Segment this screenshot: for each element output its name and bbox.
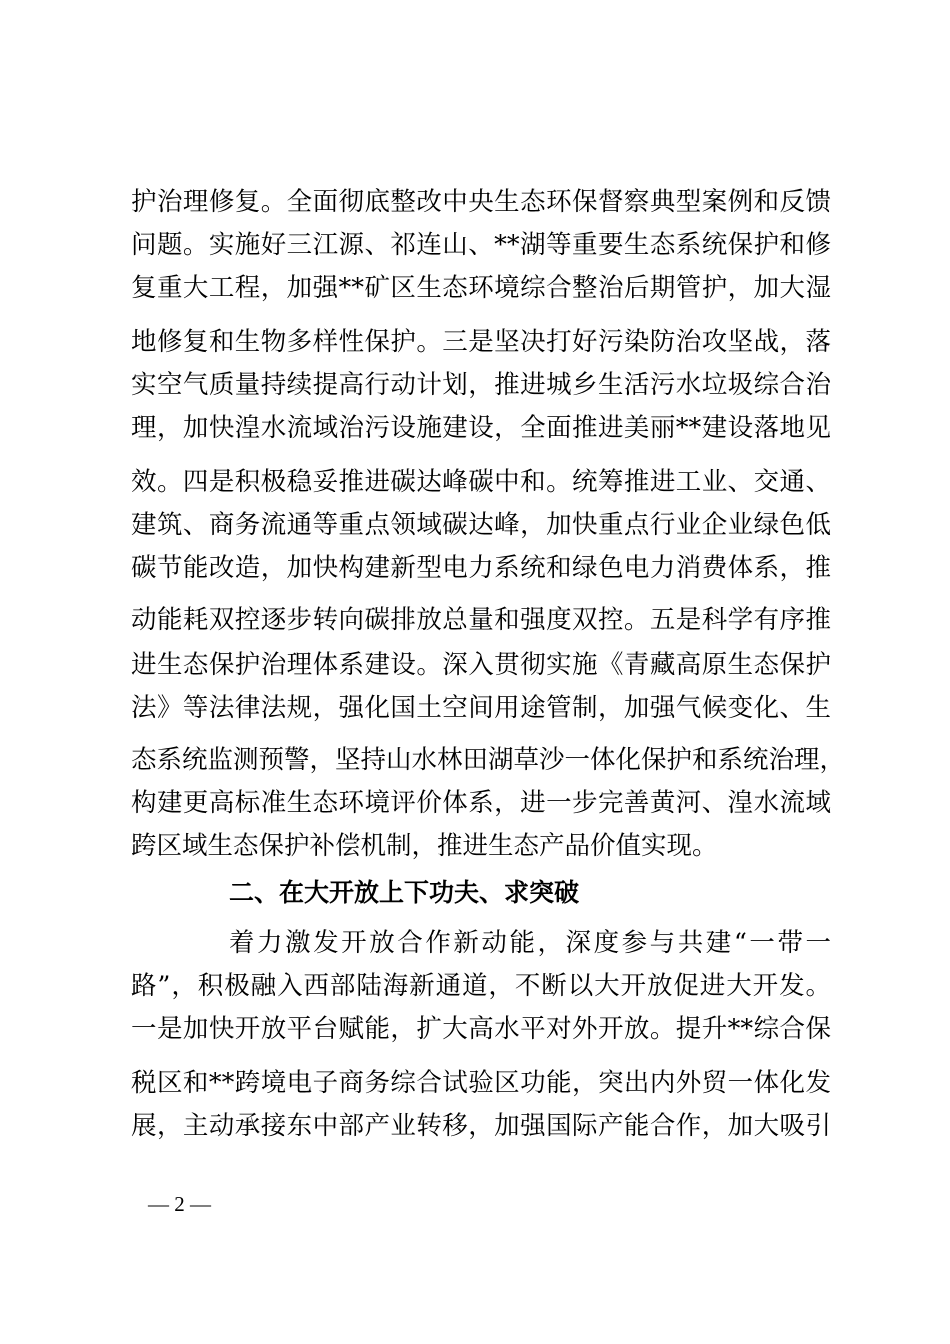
body-text-line: 态系统监测预警，坚持山水林田湖草沙一体化保护和系统治理，: [131, 745, 846, 775]
body-text-line: 护治理修复。全面彻底整改中央生态环保督察典型案例和反馈: [131, 187, 831, 217]
page-number: — 2 —: [148, 1192, 211, 1216]
body-text-line: 着力激发开放合作新动能，深度参与共建“一带一: [229, 928, 831, 958]
body-text-line: 建筑、商务流通等重点领域碳达峰，加快重点行业企业绿色低: [131, 510, 831, 540]
body-text-line: 地修复和生物多样性保护。三是坚决打好污染防治攻坚战，落: [131, 327, 831, 357]
body-text-line: 效。四是积极稳妥推进碳达峰碳中和。统筹推进工业、交通、: [131, 467, 831, 497]
body-text-line: 展，主动承接东中部产业转移，加强国际产能合作，加大吸引: [131, 1111, 831, 1141]
body-text-line: 构建更高标准生态环境评价体系，进一步完善黄河、湟水流域: [131, 788, 831, 818]
body-text-line: 进生态保护治理体系建设。深入贯彻实施《青藏高原生态保护: [131, 650, 831, 680]
body-text-line: 跨区域生态保护补偿机制，推进生态产品价值实现。: [131, 831, 718, 861]
body-text-line: 复重大工程，加强**矿区生态环境综合整治后期管护，加大湿: [131, 273, 831, 303]
body-text-line: 法》等法律法规，强化国土空间用途管制，加强气候变化、生: [131, 693, 831, 723]
body-text-line: 理，加快湟水流域治污设施建设，全面推进美丽**建设落地见: [131, 413, 831, 443]
body-text-line: 碳节能改造，加快构建新型电力系统和绿色电力消费体系，推: [131, 553, 831, 583]
body-text-line: 问题。实施好三江源、祁连山、**湖等重要生态系统保护和修: [131, 230, 831, 260]
body-text-line: 税区和**跨境电子商务综合试验区功能，突出内外贸一体化发: [131, 1068, 831, 1098]
body-text-line: 一是加快开放平台赋能，扩大高水平对外开放。提升**综合保: [131, 1014, 831, 1044]
body-text-line: 实空气质量持续提高行动计划，推进城乡生活污水垃圾综合治: [131, 370, 831, 400]
body-text-line: 动能耗双控逐步转向碳排放总量和强度双控。五是科学有序推: [131, 605, 831, 635]
section-heading: 二、在大开放上下功夫、求突破: [229, 878, 580, 907]
body-text-line: 路”，积极融入西部陆海新通道，不断以大开放促进大开发。: [131, 971, 831, 1001]
